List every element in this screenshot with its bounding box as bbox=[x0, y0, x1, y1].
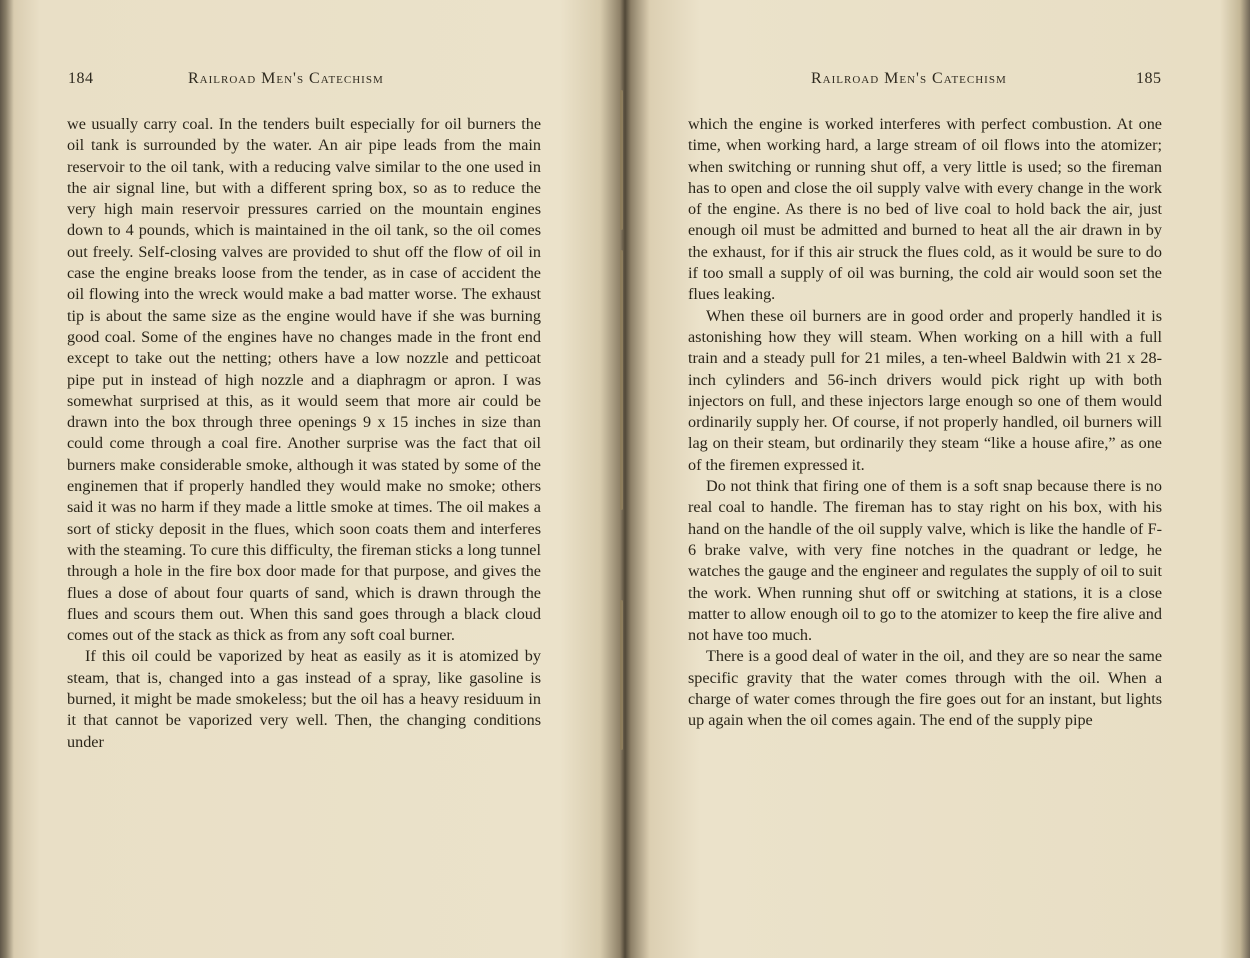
binding-thread bbox=[620, 90, 623, 230]
paragraph: which the engine is worked interferes with perfect combustion. At one time, when working hard, a large stream of oil flows into the atomizer; when switching or running shut off, a very little is used; so the fireman has to open and close the oil supply valve with every change in the work of the engine. As there is no bed of live coal to hold back the air, just enough oil must be admitted and burned to heat all the air drawn in by the exhaust, for if this air struck the flues cold, as it would be sure to do if too small a supply of oil was burning, the cold air would soon set the flues leaking. bbox=[688, 115, 1162, 304]
page-body bbox=[688, 114, 1162, 732]
running-head: Railroad Men's Catechism bbox=[188, 70, 384, 87]
page-body bbox=[67, 114, 541, 753]
paragraph: There is a good deal of water in the oil, and they are so near the same specific gravity that the water comes through with the oil. When a charge of water comes through the fire goes out for an instant, but lights up again when the oil comes again. The end of the supply pipe bbox=[688, 647, 1162, 730]
left-page bbox=[0, 0, 620, 958]
paragraph: If this oil could be vaporized by heat as easily as it is atomized by steam, that is, changed into a gas instead of a spray, like gasoline is burned, it might be made smokeless; but the oil has a heavy residuum in it that cannot be vaporized very well. Then, the changing conditions under bbox=[67, 647, 541, 751]
binding-thread bbox=[620, 600, 623, 750]
page-number: 184 bbox=[68, 70, 94, 87]
paragraph: we usually carry coal. In the tenders built especially for oil burners the oil tank is surrounded by the water. An air pipe leads from the main reservoir to the oil tank, with a reducing valve similar to the one used in the air signal line, but with a different spring box, so as to reduce the very high main reservoir pressures carried on the mountain engines down to 4 pounds, which is maintained in the oil tank, so the oil comes out freely. Self-closing valves are provided to shut off the flow of oil in case the engine breaks loose from the tender, as in case of accident the oil flowing into the wreck would make a bad matter worse. The exhaust tip is about the same size as the engine would have if she was burning good coal. Some of the engines have no changes made in the front end except to take out the netting; others have a low nozzle and petticoat pipe put in instead of high nozzle and a diaphragm or apron. I was somewhat surprised at this, as it would seem that more air could be drawn into the box through three openings 9 x 15 inches in size than could come through a coal fire. Another surprise was the fact that oil burners make considerable smoke, although it was stated by some of the enginemen that if properly handled they would make no smoke; others said it was no harm if they made a little smoke at times. The oil makes a sort of sticky deposit in the flues, which soon coats them and interferes with the steaming. To cure this difficulty, the fireman sticks a long tunnel through a hole in the fire box door made for that purpose, and gives the flues a dose of about four quarts of sand, which is drawn through the flues and scours them out. When this sand goes through a black cloud comes out of the stack as thick as from any soft coal burner. bbox=[67, 115, 541, 645]
page-number: 185 bbox=[1136, 70, 1162, 87]
paragraph: When these oil burners are in good order and properly handled it is astonishing how they will steam. When working on a hill with a full train and a steady pull for 21 miles, a ten-wheel Baldwin with 21 x 28-inch cylinders and 56-inch drivers would pick right up with both injectors on full, and these injectors large enough so one of them would ordinarily supply her. Of course, if not properly handled, oil burners will lag on their steam, but ordinarily they steam “like a house afire,” as one of the firemen expressed it. bbox=[688, 306, 1162, 474]
running-head: Railroad Men's Catechism bbox=[811, 70, 1007, 87]
right-page bbox=[628, 0, 1250, 958]
paragraph: Do not think that firing one of them is a soft snap because there is no real coal to handle. The fireman has to stay right on his box, with his hand on the handle of the oil supply valve, which is like the handle of F-6 brake valve, with very fine notches in the quadrant or ledge, he watches the gauge and the engineer and regulates the supply of oil to suit the work. When running shut off or switching at stations, it is a close matter to allow enough oil to go to the atomizer to keep the fire alive and not have too much. bbox=[688, 477, 1162, 645]
binding-thread bbox=[620, 250, 623, 510]
